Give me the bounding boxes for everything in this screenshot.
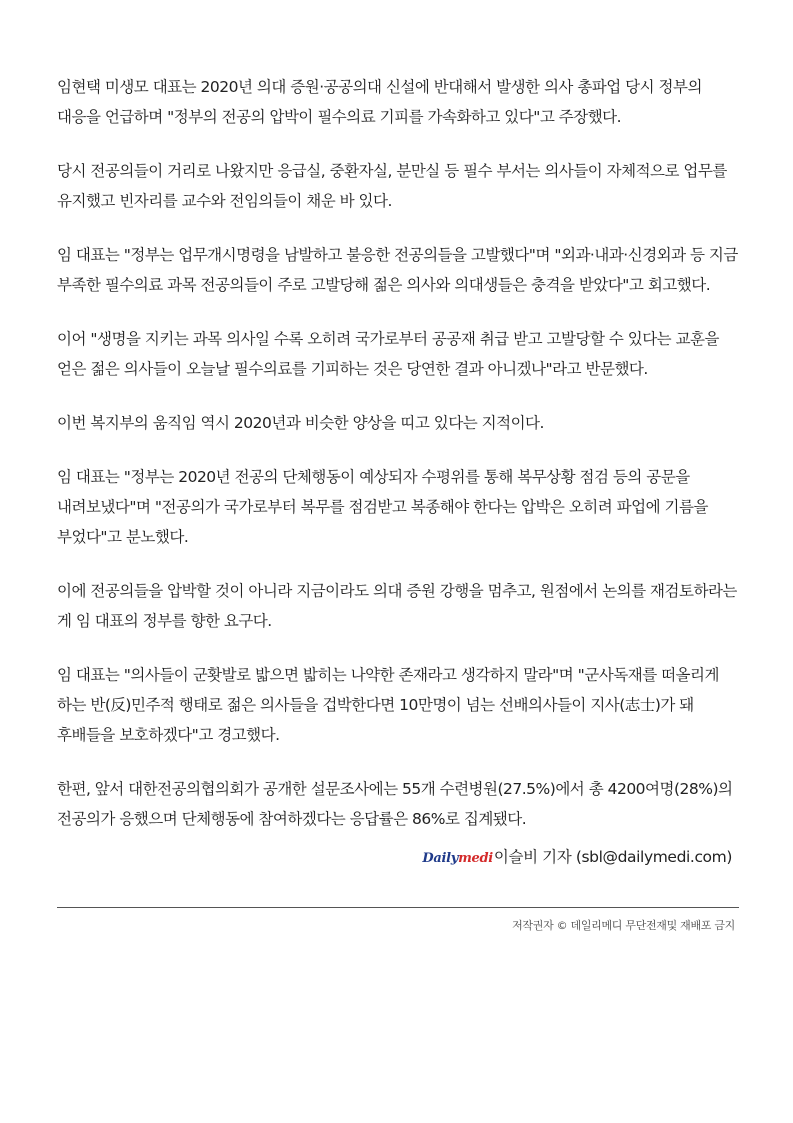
article-paragraph-7: 이에 전공의들을 압박할 것이 아니라 지금이라도 의대 증원 강행을 멈추고, 원점에서 논의를 재검토하라는 게 임 대표의 정부를 향한 요구다.	[57, 582, 737, 630]
byline	[422, 845, 732, 871]
article-paragraph-2: 당시 전공의들이 거리로 나왔지만 응급실, 중환자실, 분만실 등 필수 부서는 의사들이 자체적으로 업무를 유지했고 빈자리를 교수와 전임의들이 채운 바 있다.	[57, 162, 727, 210]
footer-divider	[57, 907, 739, 908]
logo-medi-text: medi	[458, 851, 493, 866]
article-paragraph-8: 임 대표는 "의사들이 군홧발로 밟으면 밟히는 나약한 존재라고 생각하지 말라"며 "군사독재를 떠올리게 하는 반(反)민주적 행태로 젊은 의사들을 겁박한다면 10만명이 넘는 선배의사들이 지사(志士)가 돼 후배들을 보호하겠다"고 경고했다.	[57, 666, 719, 744]
logo-daily-text: Daily	[422, 851, 459, 866]
article-paragraph-1: 임현택 미생모 대표는 2020년 의대 증원·공공의대 신설에 반대해서 발생한 의사 총파업 당시 정부의 대응을 언급하며 "정부의 전공의 압박이 필수의료 기피를 가속화하고 있다"고 주장했다.	[57, 78, 702, 126]
article-paragraph-5: 이번 복지부의 움직임 역시 2020년과 비슷한 양상을 띠고 있다는 지적이다.	[57, 414, 544, 432]
article-paragraph-3: 임 대표는 "정부는 업무개시명령을 남발하고 불응한 전공의들을 고발했다"며 "외과·내과·신경외과 등 지금 부족한 필수의료 과목 전공의들이 주로 고발당해 젊은 의사와 의대생들은 충격을 받았다"고 회고했다.	[57, 246, 738, 294]
article-paragraph-4: 이어 "생명을 지키는 과목 의사일 수록 오히려 국가로부터 공공재 취급 받고 고발당할 수 있다는 교훈을 얻은 젊은 의사들이 오늘날 필수의료를 기피하는 것은 당연한 결과 아니겠나"라고 반문했다.	[57, 330, 720, 378]
article-paragraph-6: 임 대표는 "정부는 2020년 전공의 단체행동이 예상되자 수평위를 통해 복무상황 점검 등의 공문을 내려보냈다"며 "전공의가 국가로부터 복무를 점검받고 복종해야 한다는 압박은 오히려 파업에 기름을 부었다"고 분노했다.	[57, 468, 708, 546]
article-paragraph-9: 한편, 앞서 대한전공의협의회가 공개한 설문조사에는 55개 수련병원(27.5%)에서 총 4200여명(28%)의 전공의가 응했으며 단체행동에 참여하겠다는 응답률은 86%로 집계됐다.	[57, 780, 733, 828]
reporter-credit: 이슬비 기자 (sbl@dailymedi.com)	[493, 848, 732, 866]
dailymedi-logo	[422, 847, 493, 871]
article-body	[57, 72, 739, 858]
copyright-notice: 저작권자 © 데일리메디 무단전재및 재배포 금지	[512, 919, 735, 932]
